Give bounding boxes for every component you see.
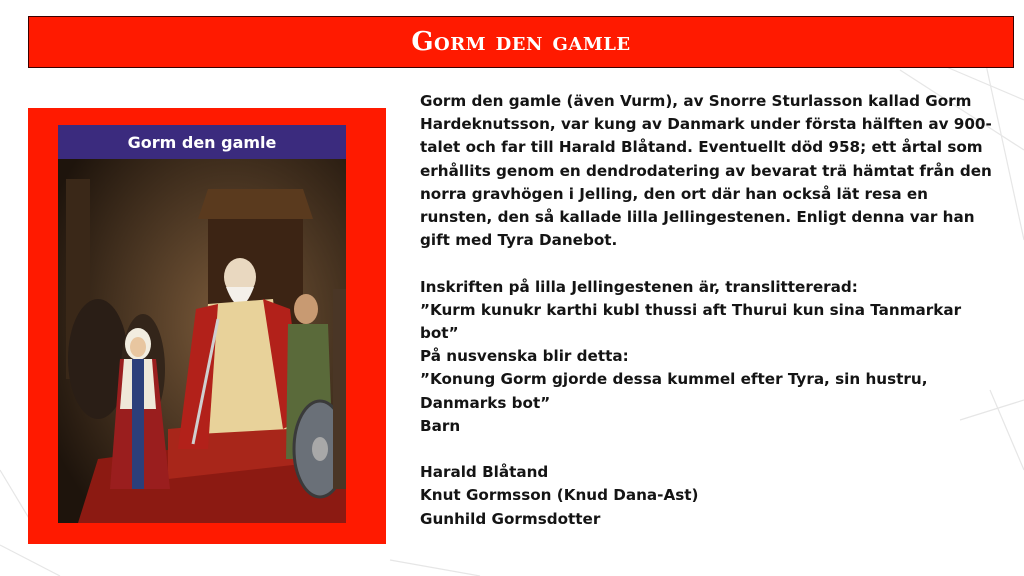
painting-illustration bbox=[58, 159, 346, 523]
child-item: Harald Blåtand bbox=[420, 463, 549, 482]
image-frame bbox=[28, 108, 386, 544]
inscription-runic: ”Kurm kunukr karthi kubl thussi aft Thurui kun sina Tanmarkar bot” bbox=[420, 300, 962, 343]
inscription-modern: ”Konung Gorm gjorde dessa kummel efter Tyra, sin hustru, Danmarks bot” bbox=[420, 370, 928, 412]
intro-paragraph: Gorm den gamle (även Vurm), av Snorre Sturlasson kallad Gorm Hardeknutsson, var kung av Danmark under första hälften av 900-talet och far till Harald Blåtand. Eventuellt död 958; ett årtal som erhållits genom en dendrodatering av bevarat trä hämtat från den norra gravhögen i Jelling, den ort där han också lät resa en runsten, den så kallade lilla Jellingestenen. Enligt denna var han gift med Tyra Danebot. bbox=[420, 92, 992, 250]
inscription-heading: Inskriften på lilla Jellingestenen är, translittererad: bbox=[420, 277, 858, 296]
painting-caption-band bbox=[58, 125, 346, 160]
slide-title: Gorm den gamle bbox=[411, 27, 631, 57]
modern-heading: På nusvenska blir detta: bbox=[420, 347, 629, 366]
child-item: Gunhild Gormsdotter bbox=[420, 509, 601, 528]
title-bar bbox=[28, 16, 1014, 68]
children-heading: Barn bbox=[420, 416, 461, 435]
child-item: Knut Gormsson (Knud Dana-Ast) bbox=[420, 486, 699, 505]
painting-image bbox=[58, 125, 346, 523]
slide-body bbox=[420, 90, 995, 531]
painting-caption: Gorm den gamle bbox=[127, 132, 277, 152]
